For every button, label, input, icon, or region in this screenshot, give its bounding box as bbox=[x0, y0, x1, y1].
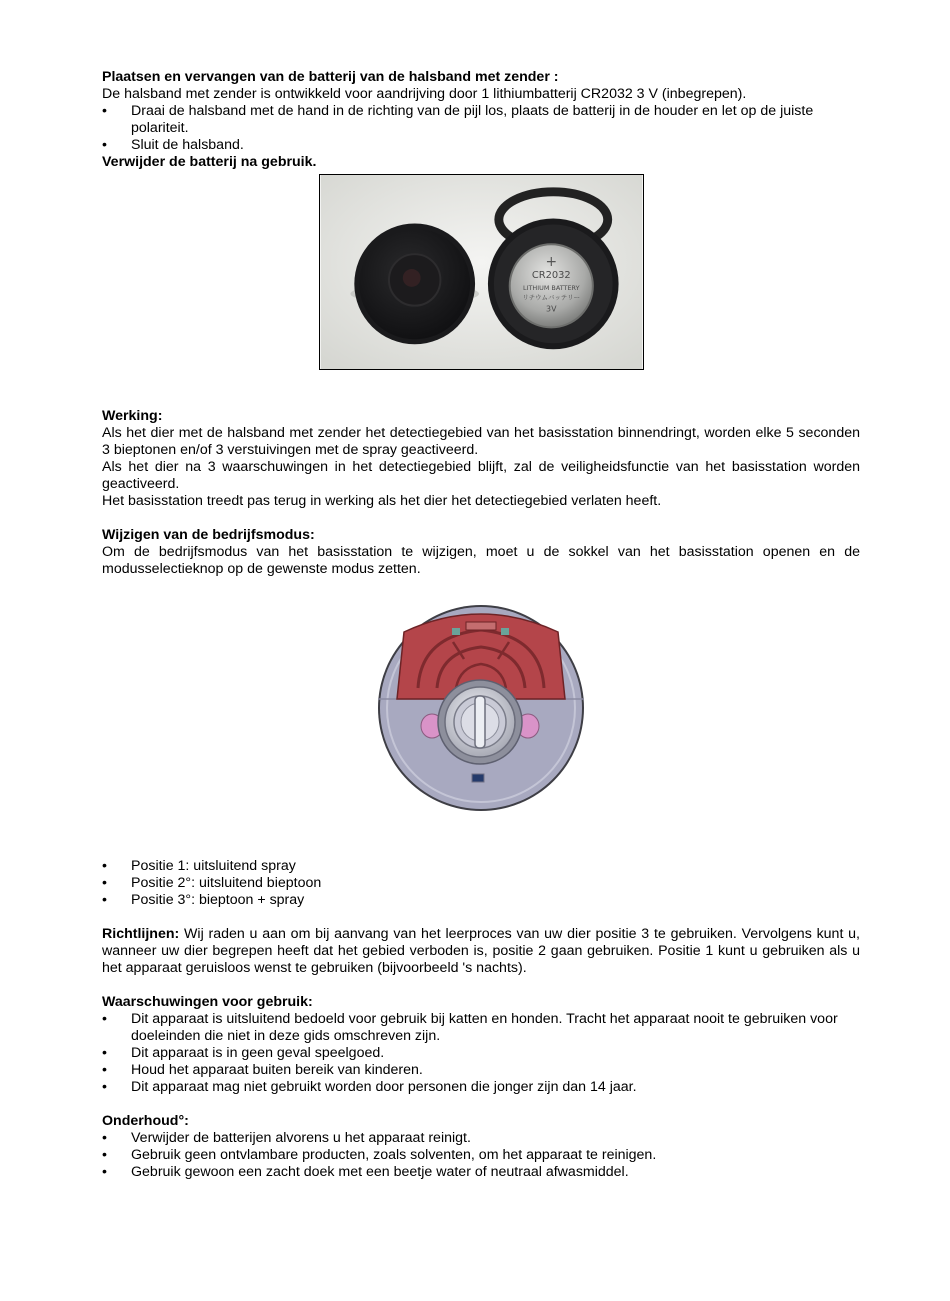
guidelines-text: Wij raden u aan om bij aanvang van het leerproces van uw dier positie 3 te gebruiken. Vervolgens kunt u, wanneer uw dier begrepen heeft dat het gebied verboden is, positie 2 gaan gebruiken. Positie 1 kunt u gebruiken als u het apparaat geruisloos wenst te gebruiken (bijvoorbeeld 's nachts). bbox=[102, 926, 860, 976]
list-item: • Gebruik gewoon een zacht doek met een beetje water of neutraal afwasmiddel. bbox=[102, 1164, 860, 1181]
list-item: • Positie 3°: bieptoon + spray bbox=[102, 892, 860, 909]
document-page bbox=[102, 69, 860, 1181]
mode-heading: Wijzigen van de bedrijfsmodus: bbox=[102, 527, 315, 543]
battery-label-japanese: リチウムバッテリー bbox=[521, 293, 580, 302]
battery-steps-list bbox=[102, 103, 860, 154]
list-item: • Positie 2°: uitsluitend bieptoon bbox=[102, 875, 860, 892]
warnings-heading: Waarschuwingen voor gebruik: bbox=[102, 994, 313, 1010]
working-paragraph: Het basisstation treedt pas terug in werking als het dier het detectiegebied verlaten heeft. bbox=[102, 493, 662, 509]
warnings-list bbox=[102, 1011, 860, 1096]
collar-cap-image bbox=[354, 224, 475, 345]
battery-label-type: LITHIUM BATTERY bbox=[522, 283, 580, 292]
battery-heading: Plaatsen en vervangen van de batterij van de halsband met zender : bbox=[102, 69, 559, 85]
list-item: • Verwijder de batterijen alvorens u het apparaat reinigt. bbox=[102, 1130, 860, 1147]
guidelines-paragraph bbox=[102, 926, 860, 977]
battery-label-voltage: 3V bbox=[545, 304, 557, 314]
list-item: • Gebruik geen ontvlambare producten, zoals solventen, om het apparaat te reinigen. bbox=[102, 1147, 860, 1164]
list-item: • Dit apparaat is uitsluitend bedoeld voor gebruik bij katten en honden. Tracht het apparaat nooit te gebruiken voor doeleinden die niet in deze gids omschreven zijn. bbox=[102, 1011, 860, 1045]
list-item: • Sluit de halsband. bbox=[102, 137, 860, 154]
battery-remove-note: Verwijder de batterij na gebruik. bbox=[102, 154, 317, 170]
status-indicator bbox=[472, 774, 484, 782]
list-item: • Positie 1: uitsluitend spray bbox=[102, 858, 860, 875]
battery-photo bbox=[319, 174, 644, 370]
svg-text:+: + bbox=[544, 254, 557, 271]
working-paragraph: Als het dier met de halsband met zender het detectiegebied van het basisstation binnendringt, worden elke 5 seconden 3 bieptonen en/of 3 verstuivingen met de spray geactiveerd. bbox=[102, 425, 860, 458]
working-heading: Werking: bbox=[102, 408, 163, 424]
mode-text: Om de bedrijfsmodus van het basisstation te wijzigen, moet u de sokkel van het basisstation openen en de modusselectieknop op de gewenste modus zetten. bbox=[102, 544, 860, 577]
mode-positions-list bbox=[102, 858, 860, 909]
battery-label-model: CR2032 bbox=[531, 269, 571, 281]
maintenance-heading: Onderhoud°: bbox=[102, 1113, 189, 1129]
working-paragraph: Als het dier na 3 waarschuwingen in het detectiegebied blijft, zal de veiligheidsfunctie van het basisstation worden geactiveerd. bbox=[102, 459, 860, 492]
maintenance-list bbox=[102, 1130, 860, 1181]
guidelines-label: Richtlijnen: bbox=[102, 926, 180, 942]
list-item: • Dit apparaat is in geen geval speelgoed. bbox=[102, 1045, 860, 1062]
list-item: • Draai de halsband met de hand in de richting van de pijl los, plaats de batterij in de houder en let op de juiste polariteit. bbox=[102, 103, 860, 137]
base-station-diagram bbox=[374, 604, 588, 814]
battery-intro: De halsband met zender is ontwikkeld voor aandrijving door 1 lithiumbatterij CR2032 3 V (inbegrepen). bbox=[102, 86, 747, 102]
list-item: • Dit apparaat mag niet gebruikt worden door personen die jonger zijn dan 14 jaar. bbox=[102, 1079, 860, 1096]
list-item: • Houd het apparaat buiten bereik van kinderen. bbox=[102, 1062, 860, 1079]
